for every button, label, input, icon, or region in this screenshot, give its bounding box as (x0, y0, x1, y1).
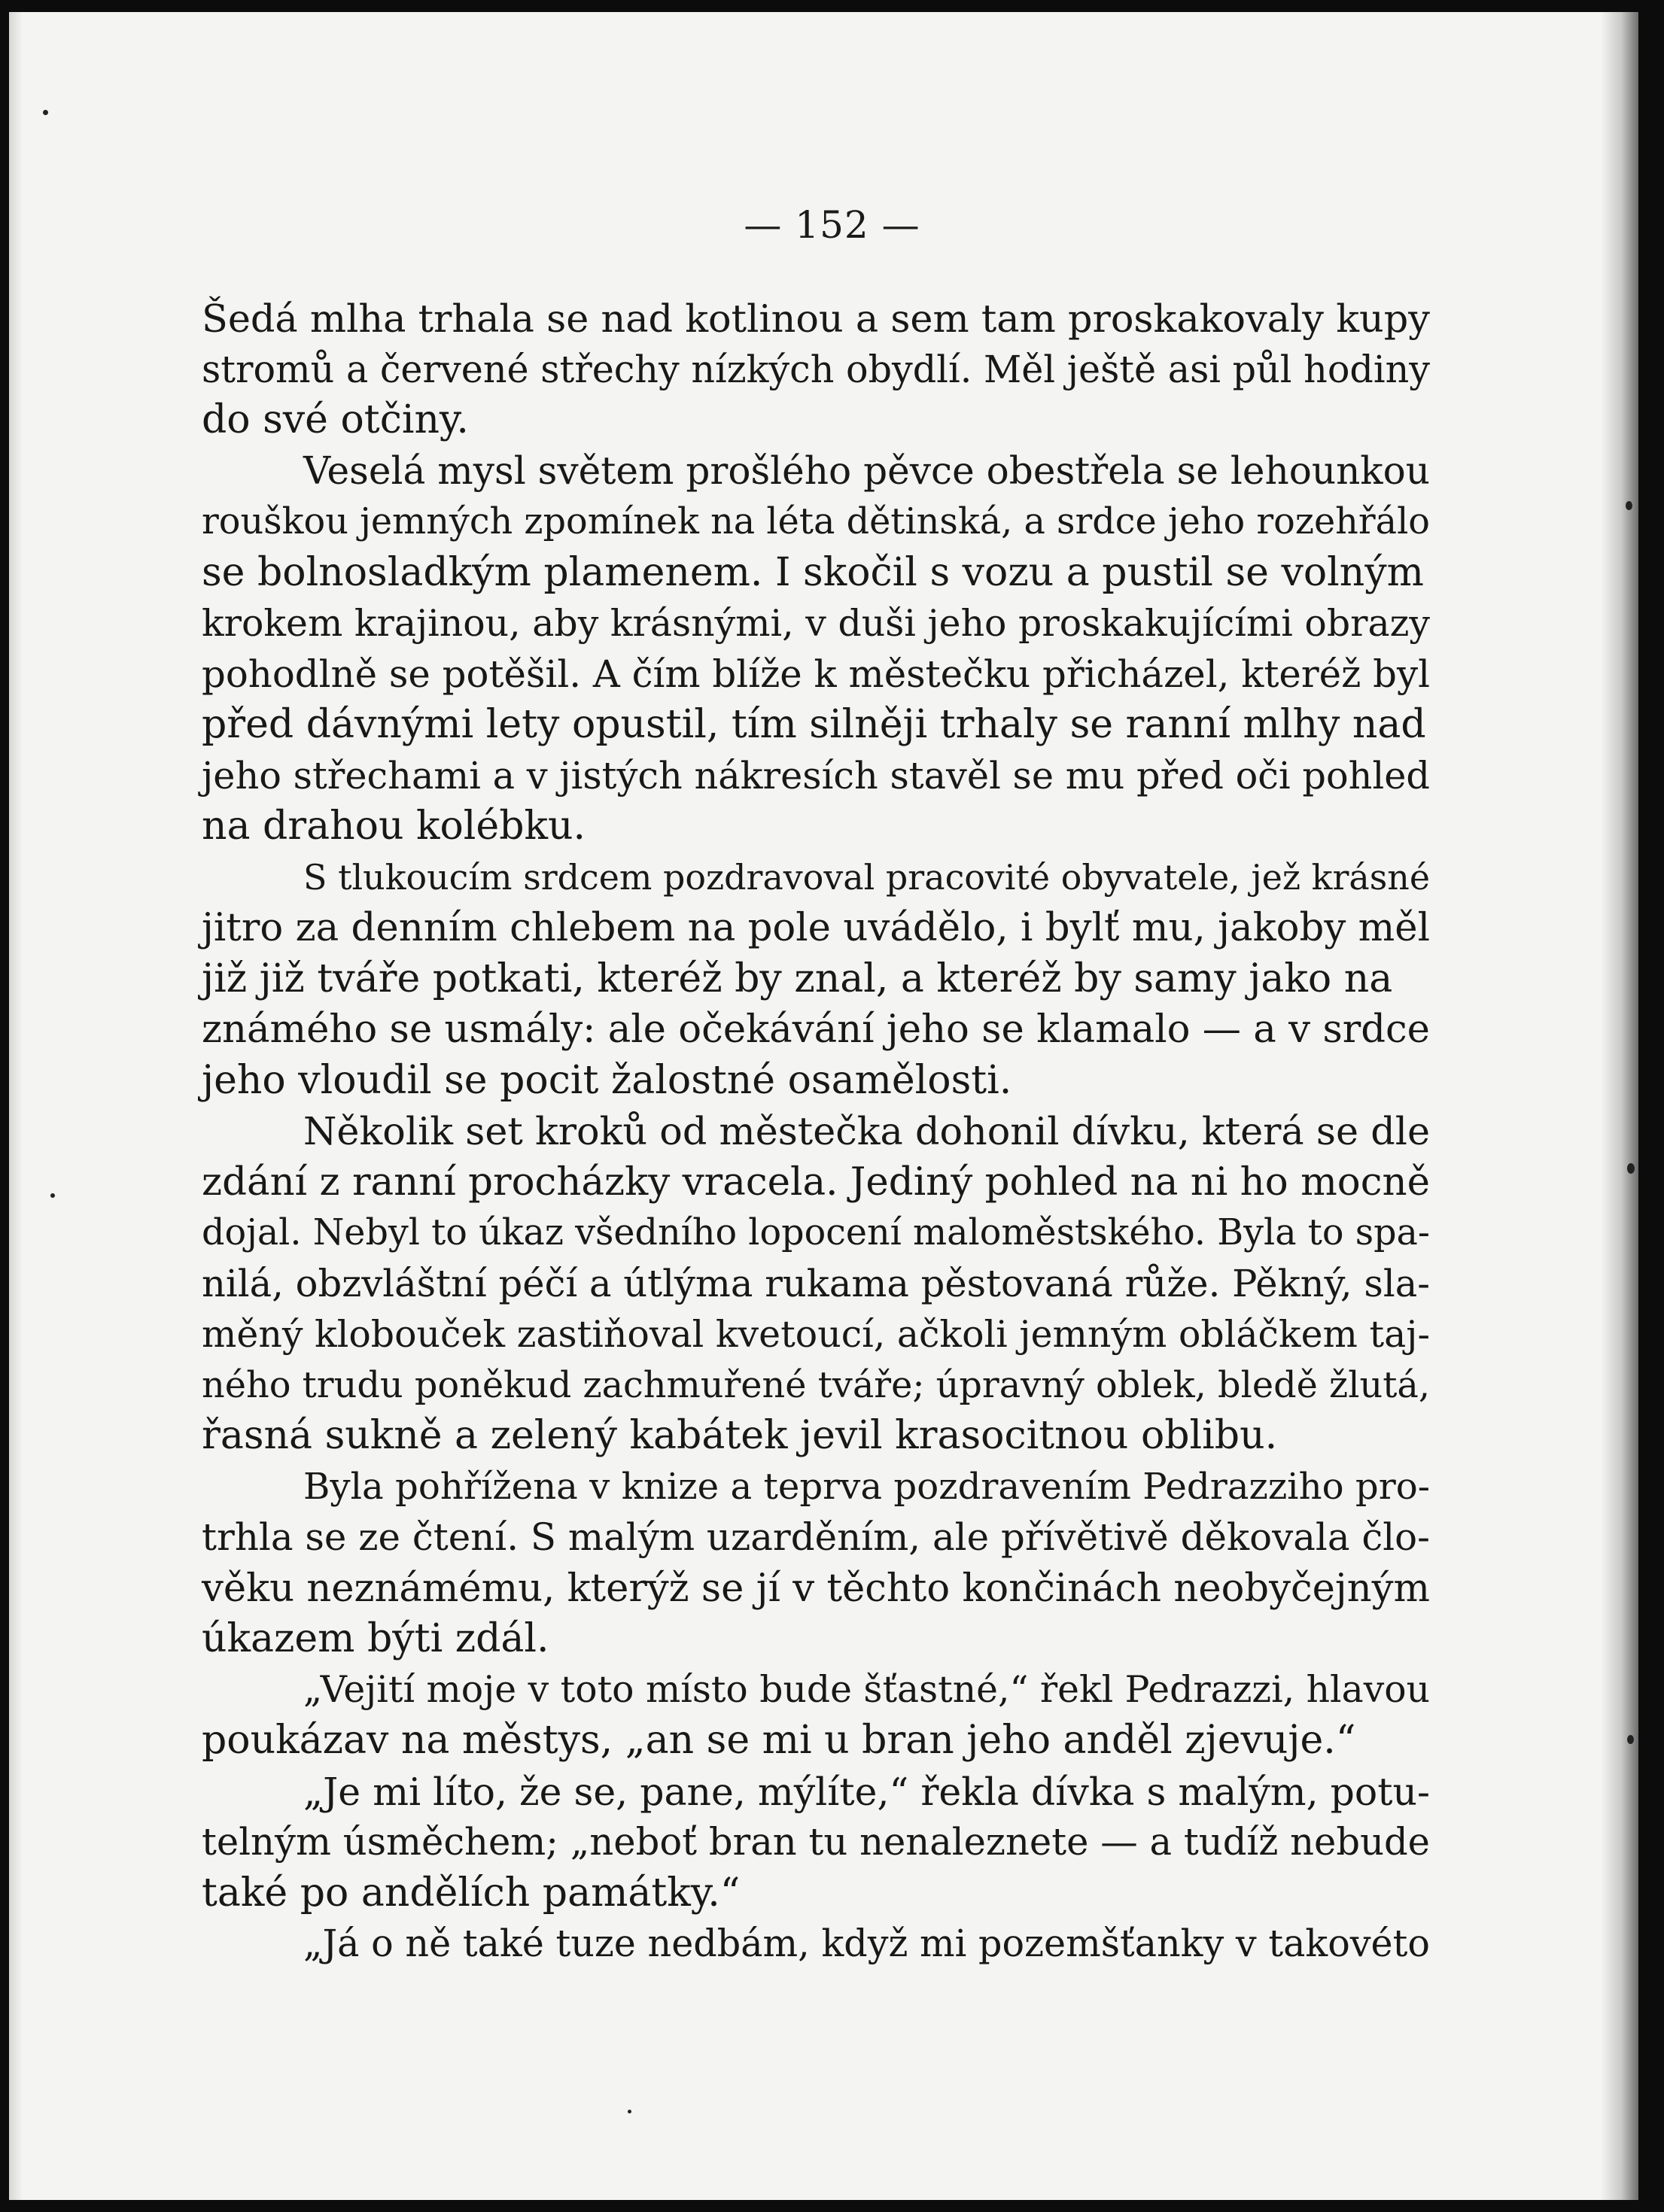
page-edge-shadow-left (9, 12, 23, 2200)
text-line: známého se usmály: ale očekávání jeho se klamalo — a v srdce (202, 1007, 1430, 1052)
text-line: před dávnými lety opustil, tím silněji trhaly se ranní mlhy nad (202, 702, 1426, 747)
body-text (202, 293, 1430, 1970)
scan-speck (1627, 1163, 1635, 1174)
text-line: zdání z ranní procházky vracela. Jediný pohled na ni ho mocně (202, 1159, 1430, 1205)
scan-speck (1626, 501, 1632, 510)
text-line: řasná sukně a zelený kabátek jevil krasocitnou oblibu. (202, 1413, 1278, 1458)
text-line: Šedá mlha trhala se nad kotlinou a sem tam proskakovaly kupy (202, 296, 1430, 341)
scan-speck (1627, 1735, 1634, 1744)
text-line: „Já o ně také tuze nedbám, když mi pozemšťanky v takovéto (303, 1922, 1430, 1965)
text-line: nilá, obzvláštní péčí a útlýma rukama pěstovaná růže. Pěkný, sla- (202, 1261, 1430, 1305)
text-line: úkazem býti zdál. (202, 1616, 549, 1661)
text-line: jeho střechami a v jistých nákresích stavěl se mu před oči pohled (202, 753, 1430, 798)
text-line: rouškou jemných zpomínek na léta dětinská, a srdce jeho rozehřálo (202, 501, 1430, 542)
page-edge-shadow-right (1601, 12, 1638, 2200)
scan-speck (50, 1193, 55, 1198)
scan-speck (43, 110, 48, 115)
text-line: do své otčiny. (202, 397, 469, 442)
page-number-header: — 152 — (744, 203, 920, 247)
text-line: jeho vloudil se pocit žalostné osamělosti. (202, 1057, 1012, 1103)
text-line: pohodlně se potěšil. A čím blíže k městečku přicházel, kteréž byl (202, 652, 1430, 696)
text-line: S tlukoucím srdcem pozdravoval pracovité obyvatele, jež krásné (303, 856, 1430, 898)
text-line: měný klobouček zastiňoval kvetoucí, ačkoli jemným obláčkem taj- (202, 1313, 1430, 1356)
text-line: na drahou kolébku. (202, 804, 586, 849)
text-line: stromů a červené střechy nízkých obydlí. Měl ještě asi půl hodiny (202, 347, 1430, 391)
text-line: dojal. Nebyl to úkaz všedního lopocení maloměstského. Byla to spa- (202, 1212, 1430, 1253)
text-line: také po andělích památky.“ (202, 1870, 741, 1916)
text-line: Veselá mysl světem prošlého pěvce obestřela se lehounkou (303, 448, 1430, 493)
text-line: poukázav na městys, „an se mi u bran jeho anděl zjevuje.“ (202, 1718, 1356, 1763)
text-line: ného trudu poněkud zachmuřené tváře; úpravný oblek, bledě žlutá, (202, 1364, 1430, 1406)
text-line: již již tváře potkati, kteréž by znal, a kteréž by samy jako na (202, 956, 1393, 1001)
text-line: jitro za denním chlebem na pole uvádělo, i bylť mu, jakoby měl (202, 905, 1430, 950)
text-line: se bolnosladkým plamenem. I skočil s vozu a pustil se volným (202, 549, 1424, 595)
text-line: Byla pohřížena v knize a teprva pozdravením Pedrazziho pro- (303, 1465, 1430, 1508)
text-line: telným úsměchem; „neboť bran tu nenaleznete — a tudíž nebude (202, 1820, 1430, 1864)
text-line: „Vejití moje v toto místo bude šťastné,“ řekl Pedrazzi, hlavou (303, 1668, 1430, 1711)
text-line: „Je mi líto, že se, pane, mýlíte,“ řekla dívka s malým, potu- (303, 1769, 1430, 1814)
text-line: trhla se ze čtení. S malým uzarděním, ale přívětivě děkovala člo- (202, 1515, 1430, 1559)
scan-speck (628, 2110, 631, 2113)
text-line: věku neznámému, kterýž se jí v těchto končinách neobyčejným (202, 1566, 1430, 1611)
text-line: Několik set kroků od městečka dohonil dívku, která se dle (303, 1109, 1430, 1153)
text-line: krokem krajinou, aby krásnými, v duši jeho proskakujícími obrazy (202, 602, 1430, 645)
